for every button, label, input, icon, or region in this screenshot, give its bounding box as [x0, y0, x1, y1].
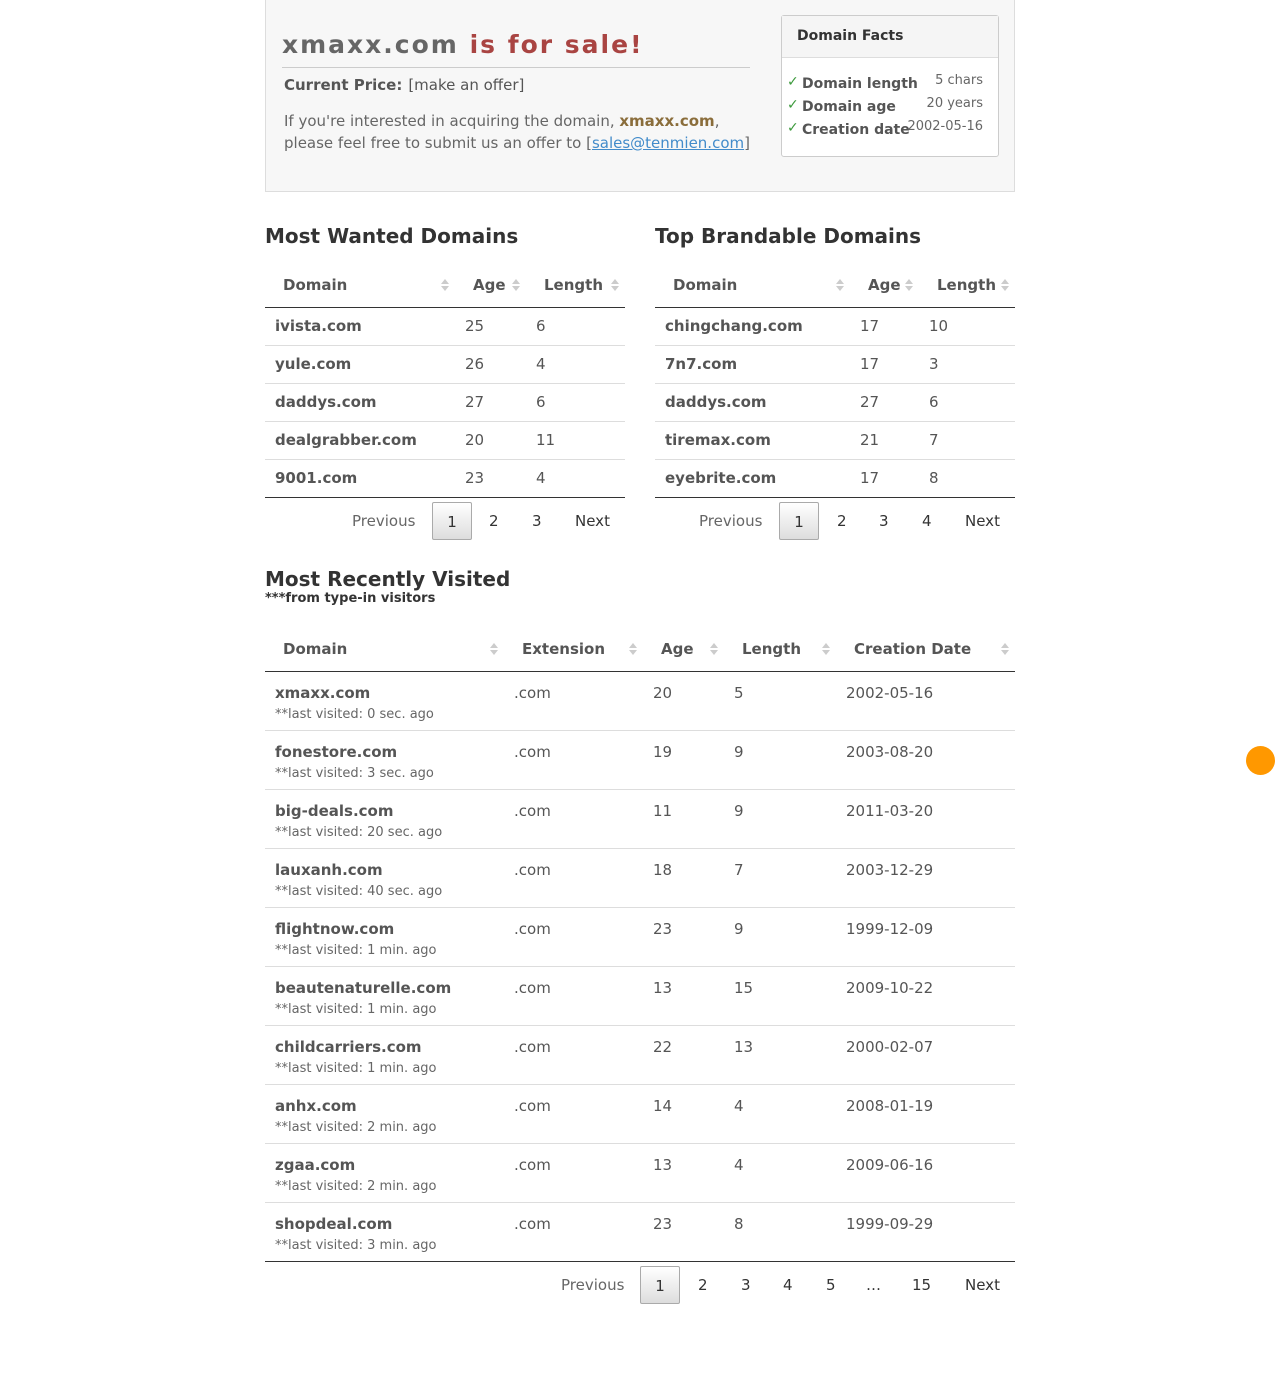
creation-date-cell: 2003-12-29	[836, 848, 1015, 907]
age-cell: 13	[643, 966, 724, 1025]
length-cell: 5	[734, 683, 744, 702]
age-cell: 13	[643, 1143, 724, 1202]
pagination-page-2[interactable]: 2	[837, 511, 847, 530]
domain-cell[interactable]: ivista.com	[275, 317, 362, 335]
floating-orange-button[interactable]	[1246, 746, 1275, 775]
brandable-pagination	[655, 498, 1015, 538]
length-cell: 13	[724, 1025, 836, 1084]
age-cell: 19	[643, 730, 724, 789]
length-cell: 4	[526, 459, 625, 497]
last-visited: **last visited: 2 min. ago	[275, 1119, 437, 1135]
domain-cell	[265, 730, 504, 789]
column-header-domain[interactable]	[265, 264, 455, 307]
domain-link[interactable]: lauxanh.com	[275, 860, 383, 879]
header-label: Age	[473, 276, 506, 295]
length-cell: 4	[724, 1143, 836, 1202]
sort-icon	[1001, 643, 1009, 657]
creation-date-cell: 1999-09-29	[836, 1202, 1015, 1261]
age-cell: 21	[850, 421, 919, 459]
age-cell: 26	[455, 345, 526, 383]
sort-icon	[1001, 279, 1009, 293]
domain-cell	[265, 1143, 504, 1202]
sale-banner	[265, 0, 1015, 192]
sort-icon	[710, 643, 718, 657]
most-wanted-title: Most Wanted Domains	[265, 224, 519, 248]
domain-facts-title: Domain Facts	[782, 16, 998, 58]
pagination-page-1[interactable]: 1	[779, 502, 819, 540]
length-cell: 4	[526, 345, 625, 383]
column-header-length[interactable]	[724, 628, 836, 671]
age-cell: 14	[643, 1084, 724, 1143]
pagination-page-4[interactable]: 4	[922, 511, 932, 530]
fact-creation-date	[782, 119, 998, 142]
pagination-previous[interactable]: Previous	[352, 511, 416, 530]
age-cell: 27	[455, 383, 526, 421]
fact-domain-length	[782, 73, 998, 96]
pagination-page-3[interactable]: 3	[532, 511, 542, 530]
domain-cell[interactable]: daddys.com	[655, 383, 850, 421]
sales-email-link[interactable]: sales@tenmien.com	[591, 134, 745, 152]
recent-pagination	[265, 1262, 1015, 1302]
length-cell: 9	[724, 789, 836, 848]
age-cell: 27	[850, 383, 919, 421]
extension-cell: .com	[504, 1143, 643, 1202]
fact-label: Creation date	[802, 122, 910, 138]
pagination-previous[interactable]: Previous	[699, 511, 763, 530]
brandable-title: Top Brandable Domains	[655, 224, 922, 248]
header-label: Length	[544, 276, 603, 295]
sort-icon	[441, 279, 449, 293]
length-cell: 3	[919, 345, 1015, 383]
offer-intro	[284, 110, 754, 154]
creation-date-cell: 2000-02-07	[836, 1025, 1015, 1084]
domain-cell	[265, 1202, 504, 1261]
length-cell: 7	[919, 421, 1015, 459]
column-header-extension[interactable]	[504, 628, 643, 671]
domain-cell	[265, 907, 504, 966]
extension-cell: .com	[504, 966, 643, 1025]
length-cell: 8	[724, 1202, 836, 1261]
pagination-page-5[interactable]: 5	[826, 1275, 836, 1294]
last-visited: **last visited: 1 min. ago	[275, 942, 437, 958]
most-wanted-table	[265, 264, 625, 498]
creation-date-cell: 2011-03-20	[836, 789, 1015, 848]
age-cell: 17	[860, 317, 880, 335]
creation-date-cell: 1999-12-09	[836, 907, 1015, 966]
intro-text-2: , please feel free to submit us an offer to [	[284, 112, 720, 152]
domain-link[interactable]: anhx.com	[275, 1096, 357, 1115]
domain-cell[interactable]: daddys.com	[265, 383, 455, 421]
last-visited: **last visited: 3 min. ago	[275, 1237, 437, 1253]
extension-cell: .com	[504, 789, 643, 848]
table-row	[265, 789, 1015, 848]
pagination-page-1[interactable]: 1	[432, 502, 472, 540]
intro-text-1: If you're interested in acquiring the domain,	[284, 112, 620, 130]
table-row	[265, 671, 1015, 730]
table-row	[265, 1025, 1015, 1084]
pagination-page-2[interactable]: 2	[489, 511, 499, 530]
domain-cell[interactable]: chingchang.com	[665, 317, 803, 335]
extension-cell: .com	[504, 907, 643, 966]
age-cell: 25	[465, 317, 485, 335]
length-cell: 11	[526, 421, 625, 459]
length-cell: 6	[919, 383, 1015, 421]
domain-link[interactable]: zgaa.com	[275, 1155, 356, 1174]
fact-value: 2002-05-16	[907, 119, 983, 134]
pagination-next[interactable]: Next	[965, 511, 1000, 530]
last-visited: **last visited: 20 sec. ago	[275, 824, 443, 840]
table-row	[265, 421, 625, 459]
domain-link[interactable]: beautenaturelle.com	[275, 978, 452, 997]
recent-section	[265, 567, 1015, 1302]
table-row	[265, 1202, 1015, 1261]
pagination-previous[interactable]: Previous	[561, 1275, 625, 1294]
check-icon: ✓	[787, 74, 799, 90]
column-header-age[interactable]	[643, 628, 724, 671]
age-cell: 18	[643, 848, 724, 907]
extension-cell: .com	[504, 1025, 643, 1084]
domain-cell	[265, 1084, 504, 1143]
table-row	[265, 1084, 1015, 1143]
length-cell: 9	[724, 730, 836, 789]
header-label: Domain	[283, 640, 348, 659]
header-label: Creation Date	[854, 640, 972, 659]
last-visited: **last visited: 2 min. ago	[275, 1178, 437, 1194]
brandable-table	[655, 264, 1015, 498]
age-cell: 17	[850, 459, 919, 497]
domain-cell	[265, 848, 504, 907]
pagination-page-3[interactable]: 3	[741, 1275, 751, 1294]
age-cell: 23	[455, 459, 526, 497]
pagination-next[interactable]: Next	[965, 1275, 1000, 1294]
header-label: Domain	[283, 276, 348, 295]
table-row	[265, 730, 1015, 789]
sort-icon	[629, 643, 637, 657]
domain-cell[interactable]: 9001.com	[265, 459, 455, 497]
domain-cell[interactable]: eyebrite.com	[655, 459, 850, 497]
brandable-section	[655, 224, 1015, 538]
table-row	[655, 345, 1015, 383]
pagination-page-2[interactable]: 2	[698, 1275, 708, 1294]
intro-text-3: ]	[744, 134, 750, 152]
domain-cell	[265, 1025, 504, 1084]
pagination-page-15[interactable]: 15	[912, 1275, 932, 1294]
extension-cell: .com	[504, 1084, 643, 1143]
pagination-ellipsis: …	[866, 1275, 881, 1294]
domain-link[interactable]: shopdeal.com	[275, 1214, 393, 1233]
sort-icon	[611, 279, 619, 293]
column-header-domain[interactable]	[265, 628, 504, 671]
table-row	[265, 307, 625, 345]
fact-domain-age	[782, 96, 998, 119]
recent-table	[265, 628, 1015, 1262]
sort-icon	[836, 279, 844, 293]
table-row	[655, 459, 1015, 497]
table-row	[265, 1143, 1015, 1202]
table-row	[655, 421, 1015, 459]
age-cell: 20	[653, 683, 673, 702]
sort-icon	[512, 279, 520, 293]
fact-label: Domain age	[802, 99, 896, 115]
table-row	[265, 383, 625, 421]
length-cell: 15	[724, 966, 836, 1025]
domain-cell[interactable]: 7n7.com	[655, 345, 850, 383]
header-label: Age	[868, 276, 901, 295]
pagination-next[interactable]: Next	[575, 511, 610, 530]
check-icon: ✓	[787, 120, 799, 136]
creation-date-cell: 2008-01-19	[836, 1084, 1015, 1143]
domain-cell[interactable]: tiremax.com	[655, 421, 850, 459]
table-row	[265, 459, 625, 497]
recent-subtitle: ***from type-in visitors	[265, 591, 436, 606]
intro-domain: xmaxx.com	[619, 112, 715, 130]
sort-icon	[490, 643, 498, 657]
price-value: [make an offer]	[408, 76, 525, 94]
header-label: Length	[742, 640, 801, 659]
table-row	[655, 383, 1015, 421]
price-label: Current Price:	[284, 76, 403, 94]
age-cell: 23	[643, 1202, 724, 1261]
header-label: Domain	[673, 276, 738, 295]
fact-label: Domain length	[802, 76, 918, 92]
length-cell: 6	[526, 383, 625, 421]
page-title	[282, 30, 750, 68]
extension-cell: .com	[504, 1202, 643, 1261]
creation-date-cell: 2003-08-20	[836, 730, 1015, 789]
pagination-page-3[interactable]: 3	[879, 511, 889, 530]
table-row	[265, 907, 1015, 966]
length-cell: 9	[724, 907, 836, 966]
domain-cell	[265, 966, 504, 1025]
domain-cell[interactable]: dealgrabber.com	[265, 421, 455, 459]
last-visited: **last visited: 1 min. ago	[275, 1001, 437, 1017]
column-header-age[interactable]	[850, 264, 919, 307]
column-header-domain[interactable]	[655, 264, 850, 307]
domain-cell	[265, 789, 504, 848]
age-cell: 20	[455, 421, 526, 459]
table-row	[265, 345, 625, 383]
length-cell: 8	[919, 459, 1015, 497]
title-sale-text: is for sale!	[469, 30, 644, 59]
header-label: Length	[937, 276, 996, 295]
column-header-age[interactable]	[455, 264, 526, 307]
length-cell: 6	[536, 317, 546, 335]
most-wanted-pagination	[265, 498, 625, 538]
creation-date-cell: 2009-10-22	[836, 966, 1015, 1025]
last-visited: **last visited: 40 sec. ago	[275, 883, 443, 899]
fact-value: 5 chars	[935, 73, 983, 88]
domain-cell[interactable]: yule.com	[265, 345, 455, 383]
table-row	[265, 848, 1015, 907]
length-cell: 4	[724, 1084, 836, 1143]
table-row	[655, 307, 1015, 345]
domain-facts-panel	[781, 15, 999, 157]
title-domain: xmaxx.com	[282, 30, 459, 59]
last-visited: **last visited: 0 sec. ago	[275, 706, 434, 722]
last-visited: **last visited: 3 sec. ago	[275, 765, 434, 781]
current-price	[284, 76, 524, 94]
length-cell: 7	[724, 848, 836, 907]
age-cell: 23	[643, 907, 724, 966]
creation-date-cell: 2002-05-16	[846, 683, 934, 702]
fact-value: 20 years	[926, 96, 983, 111]
pagination-page-4[interactable]: 4	[783, 1275, 793, 1294]
age-cell: 17	[850, 345, 919, 383]
column-header-length[interactable]	[526, 264, 625, 307]
pagination-page-1[interactable]: 1	[640, 1266, 680, 1304]
header-label: Extension	[522, 640, 605, 659]
sort-icon	[822, 643, 830, 657]
length-cell: 10	[929, 317, 949, 335]
domain-link[interactable]: fonestore.com	[275, 742, 398, 761]
sort-icon	[905, 279, 913, 293]
column-header-length[interactable]	[919, 264, 1015, 307]
domain-link[interactable]: big-deals.com	[275, 801, 394, 820]
header-label: Age	[661, 640, 694, 659]
domain-link[interactable]: flightnow.com	[275, 919, 395, 938]
age-cell: 22	[643, 1025, 724, 1084]
column-header-creation-date[interactable]	[836, 628, 1015, 671]
domain-link[interactable]: childcarriers.com	[275, 1037, 422, 1056]
domain-cell	[265, 671, 504, 730]
last-visited: **last visited: 1 min. ago	[275, 1060, 437, 1076]
recent-title: Most Recently Visited	[265, 567, 511, 591]
most-wanted-section	[265, 224, 625, 538]
table-row	[265, 966, 1015, 1025]
domain-link[interactable]: xmaxx.com	[275, 683, 371, 702]
extension-cell: .com	[514, 683, 551, 702]
age-cell: 11	[643, 789, 724, 848]
creation-date-cell: 2009-06-16	[836, 1143, 1015, 1202]
extension-cell: .com	[504, 730, 643, 789]
extension-cell: .com	[504, 848, 643, 907]
check-icon: ✓	[787, 97, 799, 113]
